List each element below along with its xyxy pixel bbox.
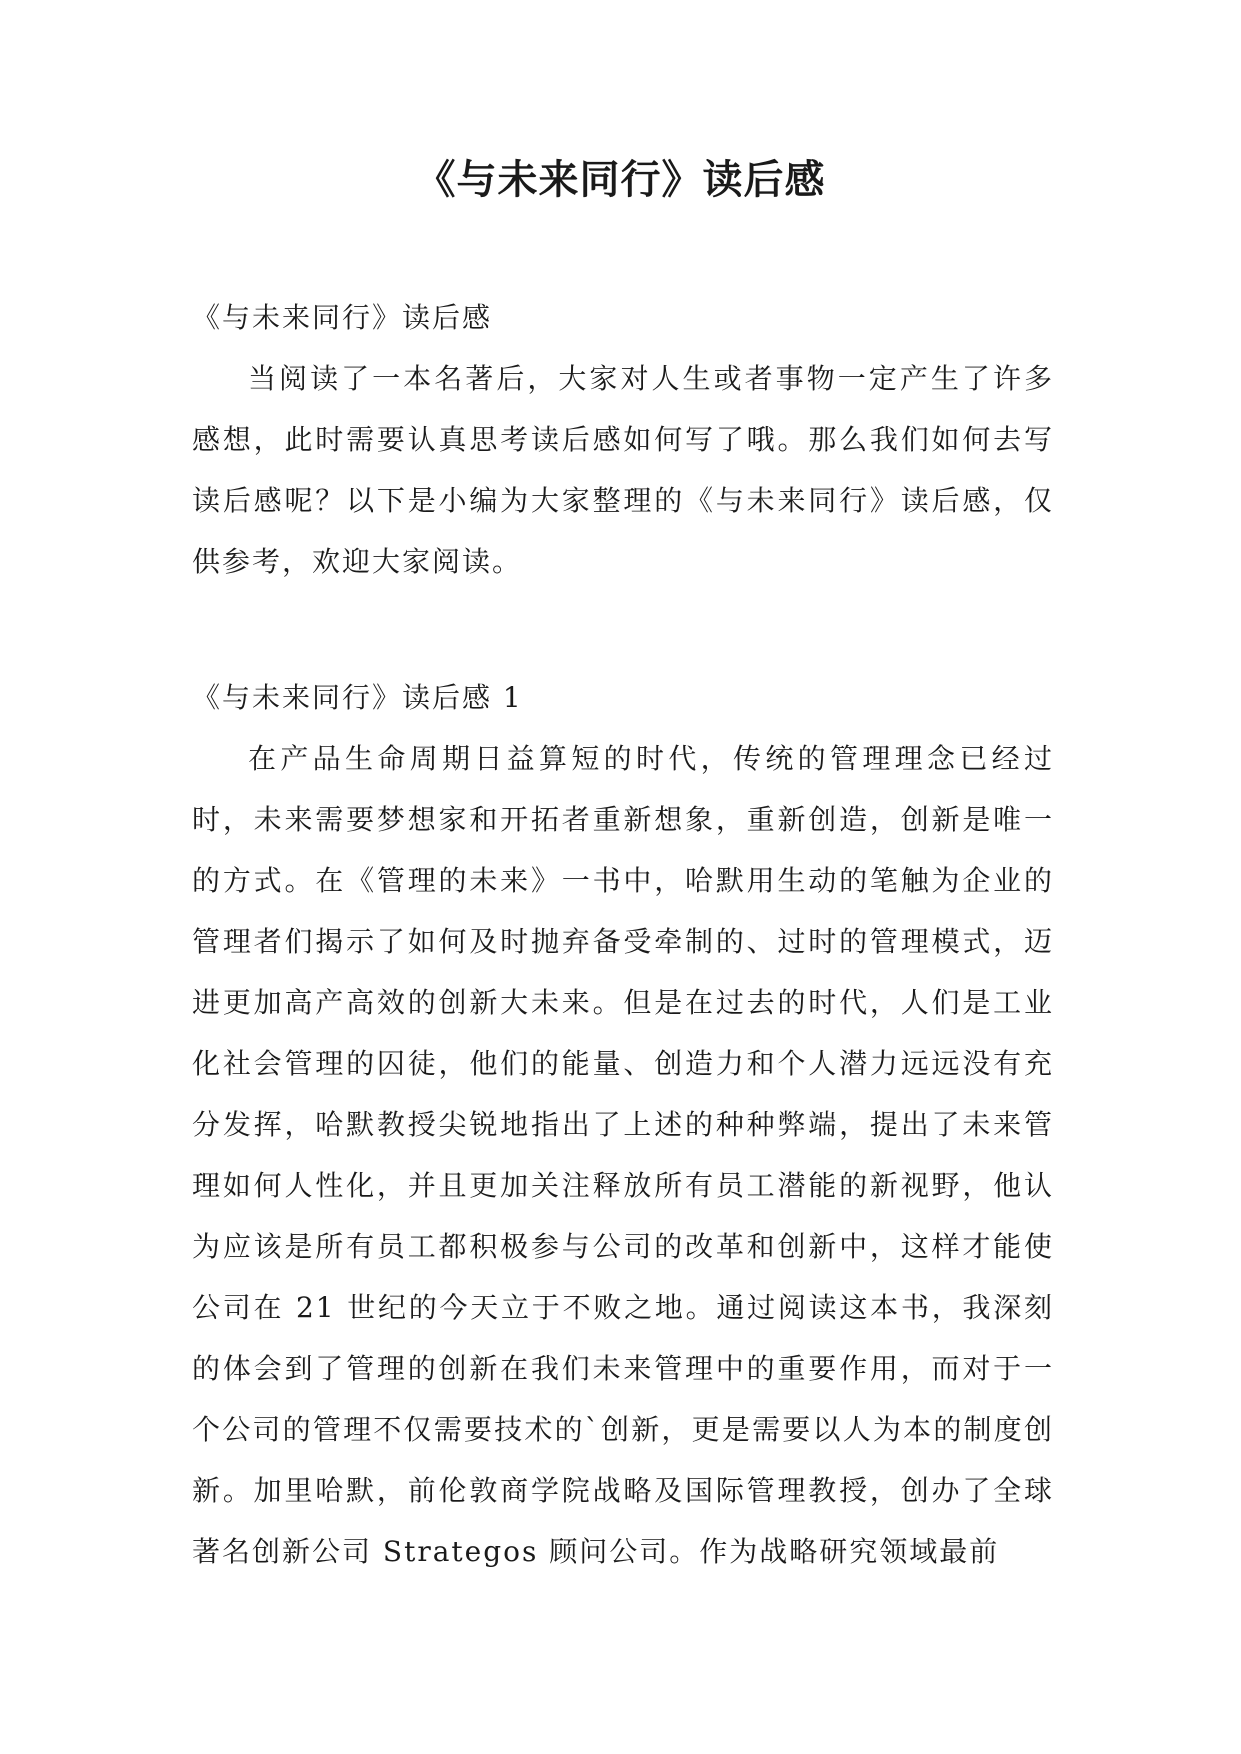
section-heading-intro: 《与未来同行》读后感 [192, 301, 493, 334]
section-heading-1: 《与未来同行》读后感 1 [192, 681, 523, 714]
section-1-paragraph: 在产品生命周期日益算短的时代，传统的管理理念已经过时，未来需要梦想家和开拓者重新想象，重新创造，创新是唯一的方式。在《管理的未来》一书中，哈默用生动的笔触为企业的管理者们揭示了如何及时抛弃备受牵制的、过时的管理模式，迈进更加高产高效的创新大未来。但是在过去的时代，人们是工业化社会管理的囚徒，他们的能量、创造力和个人潜力远远没有充分发挥，哈默教授尖锐地指出了上述的种种弊端，提出了未来管理如何人性化，并且更加关注释放所有员工潜能的新视野，他认为应该是所有员工都积极参与公司的改革和创新中，这样才能使公司在 21 世纪的今天立于不败之地。通过阅读这本书，我深刻的体会到了管理的创新在我们未来管理中的重要作用，而对于一个公司的管理不仅需要技术的`创新，更是需要以人为本的制度创新。加里哈默，前伦敦商学院战略及国际管理教授，创办了全球著名创新公司 Strategos 顾问公司。作为战略研究领域最前 [192, 742, 1054, 1568]
document-body [192, 287, 1054, 1582]
intro-paragraph: 当阅读了一本名著后，大家对人生或者事物一定产生了许多感想，此时需要认真思考读后感如何写了哦。那么我们如何去写读后感呢？以下是小编为大家整理的《与未来同行》读后感，仅供参考，欢迎大家阅读。 [192, 362, 1054, 578]
section-spacer [192, 592, 1054, 667]
page-title: 《与未来同行》读后感 [415, 157, 826, 203]
